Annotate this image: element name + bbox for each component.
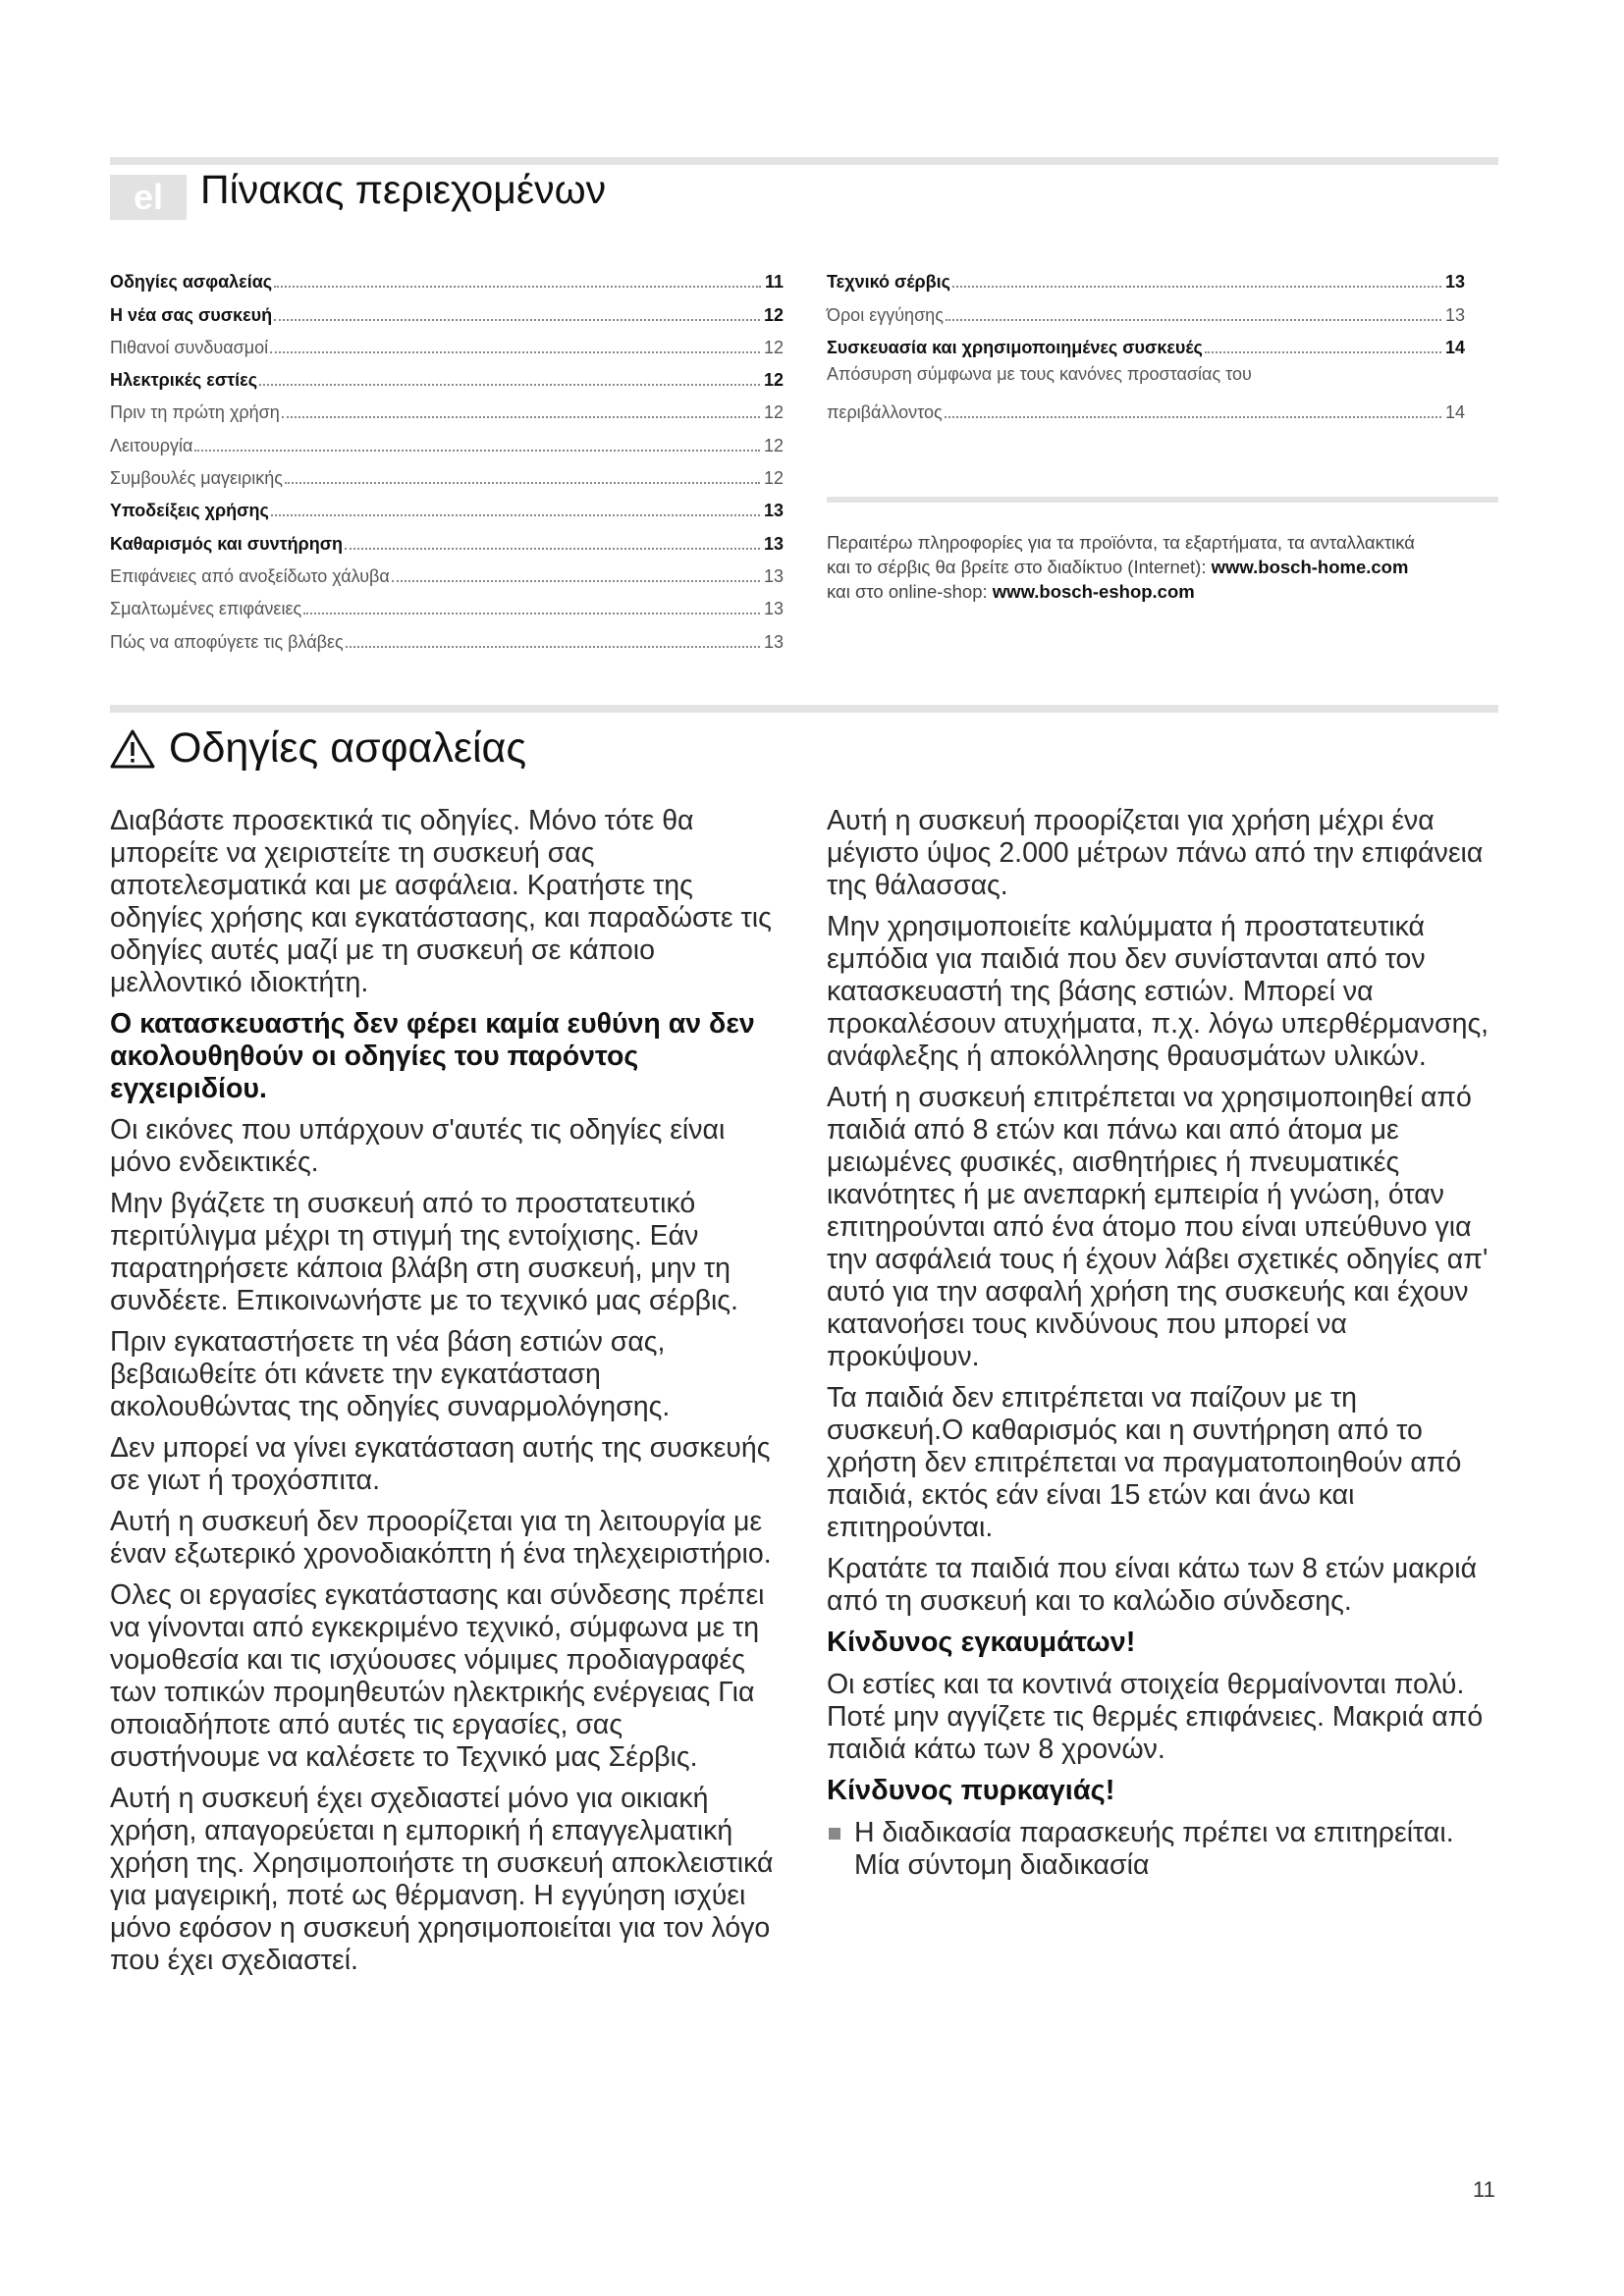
toc-entry-label: Ηλεκτρικές εστίες (110, 370, 258, 391)
toc-entry-label: Λειτουργία (110, 435, 193, 455)
toc-leader-dots (259, 383, 760, 386)
safety-paragraph: Κρατάτε τα παιδιά που είναι κάτω των 8 ετών μακριά από τη συσκευή και το καλώδιο σύνδεσης. (827, 1553, 1478, 1617)
toc-entry[interactable] (110, 521, 784, 554)
toc-right-column (827, 260, 1465, 423)
toc-left-column (110, 260, 784, 653)
toc-entry[interactable] (110, 456, 784, 489)
toc-entry[interactable] (827, 326, 1465, 358)
toc-leader-dots (194, 449, 760, 452)
safety-paragraph: Αυτή η συσκευή δεν προορίζεται για τη λειτουργία με έναν εξωτερικό χρονοδιακόπτη ή ένα τηλεχειριστήριο. (110, 1506, 772, 1570)
toc-leader-dots (303, 612, 760, 614)
safety-paragraph: Διαβάστε προσεκτικά τις οδηγίες. Μόνο τότε θα μπορείτε να χειριστείτε τη συσκευή σας αποτελεσματικά και με ασφάλεια. Κρατήστε της οδηγίες χρήσης και εγκατάστασης, και παραδώστε τις οδηγίες αυτές μαζί με τη συσκευή σε κάποιο μελλοντικό ιδιοκτήτη. (110, 805, 772, 998)
toc-entry[interactable] (110, 555, 784, 587)
toc-entry[interactable] (110, 260, 784, 293)
info-divider (827, 497, 1498, 503)
safety-paragraph: Πριν εγκαταστήσετε τη νέα βάση εστιών σας, βεβαιωθείτε ότι κάνετε την εγκατάσταση ακολουθώντας της οδηγίες συναρμολόγησης. (110, 1326, 671, 1422)
toc-entry-page: 12 (763, 304, 784, 325)
toc-entry[interactable] (110, 358, 784, 391)
toc-leader-dots (945, 415, 1441, 418)
toc-leader-dots (270, 350, 760, 353)
toc-entry-page: 13 (1444, 304, 1465, 325)
liability-notice: Ο κατασκευαστής δεν φέρει καμία ευθύνη αν δεν ακολουθηθούν οι οδηγίες του παρόντος εγχειριδίου. (110, 1008, 755, 1104)
bosch-home-link[interactable]: www.bosch-home.com (1211, 557, 1409, 577)
toc-entry[interactable] (110, 619, 784, 652)
toc-entry-label: Επιφάνειες από ανοξείδωτο χάλυβα (110, 565, 390, 586)
toc-entry-label: περιβάλλοντος (827, 401, 943, 422)
fire-bullet-text: Η διαδικασία παρασκευής πρέπει να επιτηρείται. Μία σύντομη διαδικασία (854, 1817, 1454, 1881)
safety-paragraph: Αυτή η συσκευή προορίζεται για χρήση μέχρι ένα μέγιστο ύψος 2.000 μέτρων πάνω από την επιφάνεια της θάλασσας. (827, 805, 1484, 901)
safety-paragraph: Οι εικόνες που υπάρχουν σ'αυτές τις οδηγίες είναι μόνο ενδεικτικές. (110, 1114, 726, 1178)
toc-entry[interactable] (110, 423, 784, 455)
warning-icon (110, 728, 155, 770)
safety-paragraph: Μην χρησιμοποιείτε καλύμματα ή προστατευτικά εμπόδια για παιδιά που δεν συνίστανται από τον κατασκευαστή της βάσης εστιών. Μπορεί να προκαλέσουν ατυχήματα, π.χ. λόγω υπερθέρμανσης, ανάφλεξης ή αποκόλλησης θραυσμάτων υλικών. (827, 911, 1489, 1072)
safety-right-column (827, 805, 1494, 1891)
top-divider (110, 157, 1498, 165)
toc-entry-label: Οδηγίες ασφαλείας (110, 272, 273, 293)
toc-entry-label: Πιθανοί συνδυασμοί (110, 337, 269, 357)
fire-danger-heading: Κίνδυνος πυρκαγιάς! (827, 1775, 1115, 1806)
toc-entry[interactable] (110, 391, 784, 423)
toc-leader-dots (346, 645, 760, 648)
info-text: Περαιτέρω πληροφορίες για τα προϊόντα, τα εξαρτήματα, τα ανταλλακτικά και το σέρβις θα βρείτε στο διαδίκτυο (Internet): (827, 532, 1415, 577)
toc-entry-label: Υποδείξεις χρήσης (110, 501, 269, 521)
toc-entry-page: 13 (763, 631, 784, 652)
toc-entry-page: 13 (763, 599, 784, 619)
page-number: 11 (1473, 2177, 1495, 2202)
toc-entry-label: Πώς να αποφύγετε τις βλάβες (110, 631, 344, 652)
toc-entry[interactable] (827, 293, 1465, 325)
toc-entry-page: 14 (1444, 337, 1465, 357)
toc-leader-dots (946, 318, 1441, 321)
safety-section-title (110, 724, 526, 773)
bosch-eshop-link[interactable]: www.bosch-eshop.com (992, 581, 1195, 602)
toc-entry[interactable] (110, 587, 784, 619)
toc-entry-page: 12 (763, 468, 784, 489)
safety-paragraph: Δεν μπορεί να γίνει εγκατάσταση αυτής της συσκευής σε γιωτ ή τροχόσπιτα. (110, 1432, 771, 1496)
toc-entry-page: 13 (763, 501, 784, 521)
toc-leader-dots (274, 318, 760, 321)
toc-title: Πίνακας περιεχομένων (200, 167, 607, 212)
toc-entry-label: Απόσυρση σύμφωνα με τους κανόνες προστασίας του (827, 363, 1252, 384)
toc-entry[interactable] (110, 293, 784, 325)
info-box (827, 530, 1426, 604)
safety-paragraph: Ολες οι εργασίες εγκατάστασης και σύνδεσης πρέπει να γίνονται από εγκεκριμένο τεχνικό, σύμφωνα με τη νομοθεσία και τις ισχύουσες νόμιμες προδιαγραφές των τοπικών προμηθευτών ηλεκτρικής ενέργειας Για οποιαδήποτε από αυτές τις εργασίες, σας συστήνουμε να καλέσετε το Τεχνικό μας Σέρβις. (110, 1579, 765, 1773)
toc-entry-page: 13 (763, 533, 784, 554)
safety-paragraph: Τα παιδιά δεν επιτρέπεται να παίζουν με τη συσκευή.Ο καθαρισμός και η συντήρηση από το χρήστη δεν επιτρέπεται να πραγματοποιηθούν από παιδιά, εκτός εάν είναι 15 ετών και άνω και επιτηρούνται. (827, 1382, 1462, 1543)
toc-entry-page: 13 (763, 565, 784, 586)
toc-entry-label: Η νέα σας συσκευή (110, 304, 273, 325)
toc-entry-page: 12 (763, 402, 784, 423)
safety-paragraph: Αυτή η συσκευή επιτρέπεται να χρησιμοποιηθεί από παιδιά από 8 ετών και πάνω και από άτομα με μειωμένες φυσικές, αισθητήριες ή πνευματικές ικανότητες ή με ανεπαρκή εμπειρία ή γνώση, όταν επιτηρούνται από ένα άτομο που είναι υπεύθυνο για την ασφάλειά τους ή έχουν λάβει σχετικές οδηγίες απ' αυτό για την ασφαλή χρήση της συσκευής και έχουν κατανοήσει τους κινδύνους που μπορεί να προκύψουν. (827, 1082, 1489, 1372)
toc-entry-page: 11 (764, 272, 784, 293)
toc-entry[interactable] (827, 358, 1465, 423)
toc-leader-dots (271, 513, 760, 516)
toc-entry-label: Καθαρισμός και συντήρηση (110, 533, 344, 554)
toc-entry[interactable] (110, 326, 784, 358)
toc-entry-page: 12 (763, 337, 784, 357)
toc-entry-page: 12 (763, 435, 784, 455)
toc-entry-page: 12 (763, 370, 784, 391)
toc-leader-dots (274, 285, 761, 288)
bullet-square-icon (829, 1828, 840, 1840)
section-divider (110, 705, 1498, 713)
safety-paragraph: Μην βγάζετε τη συσκευή από το προστατευτικό περιτύλιγμα μέχρι τη στιγμή της εντοίχισης. Εάν παρατηρήσετε κάποια βλάβη στη συσκευή, μην τη συνδέετε. Επικοινωνήστε με το τεχνικό μας σέρβις. (110, 1188, 738, 1316)
safety-title-text: Οδηγίες ασφαλείας (169, 724, 527, 772)
toc-leader-dots (392, 579, 760, 582)
toc-leader-dots (1205, 350, 1441, 353)
toc-entry-label: Τεχνικό σέρβις (827, 272, 950, 293)
toc-leader-dots (282, 415, 760, 418)
toc-leader-dots (345, 547, 760, 550)
fire-bullet-item (827, 1817, 1494, 1891)
toc-entry-label: Όροι εγγύησης (827, 304, 944, 325)
toc-entry[interactable] (110, 489, 784, 521)
safety-left-column (110, 805, 778, 1986)
language-badge: el (110, 175, 187, 220)
toc-entry-page: 14 (1444, 401, 1465, 422)
toc-leader-dots (952, 285, 1441, 288)
toc-entry-label: Συσκευασία και χρησιμοποιημένες συσκευές (827, 337, 1203, 357)
toc-entry-label: Σμαλτωμένες επιφάνειες (110, 599, 302, 619)
info-mid-text: και στο online-shop: (827, 581, 988, 602)
safety-paragraph: Αυτή η συσκευή έχει σχεδιαστεί μόνο για οικιακή χρήση, απαγορεύεται η εμπορική ή επαγγελματική χρήση της. Χρησιμοποιήστε τη συσκευή αποκλειστικά για μαγειρική, ποτέ ως θέρμανση. Η εγγύηση ισχύει μόνο εφόσον η συσκευή χρησιμοποιείται για τον λόγο που έχει σχεδιαστεί. (110, 1783, 774, 1976)
burn-danger-heading: Κίνδυνος εγκαυμάτων! (827, 1627, 1136, 1658)
toc-leader-dots (285, 481, 760, 484)
toc-entry-page: 13 (1444, 272, 1465, 293)
toc-entry[interactable] (827, 260, 1465, 293)
burn-danger-text: Οι εστίες και τα κοντινά στοιχεία θερμαίνονται πολύ. Ποτέ μην αγγίζετε τις θερμές επιφάνειες. Μακριά από παιδιά κάτω των 8 χρονών. (827, 1669, 1484, 1765)
toc-entry-label: Συμβουλές μαγειρικής (110, 468, 283, 489)
toc-entry-label: Πριν τη πρώτη χρήση (110, 402, 280, 423)
